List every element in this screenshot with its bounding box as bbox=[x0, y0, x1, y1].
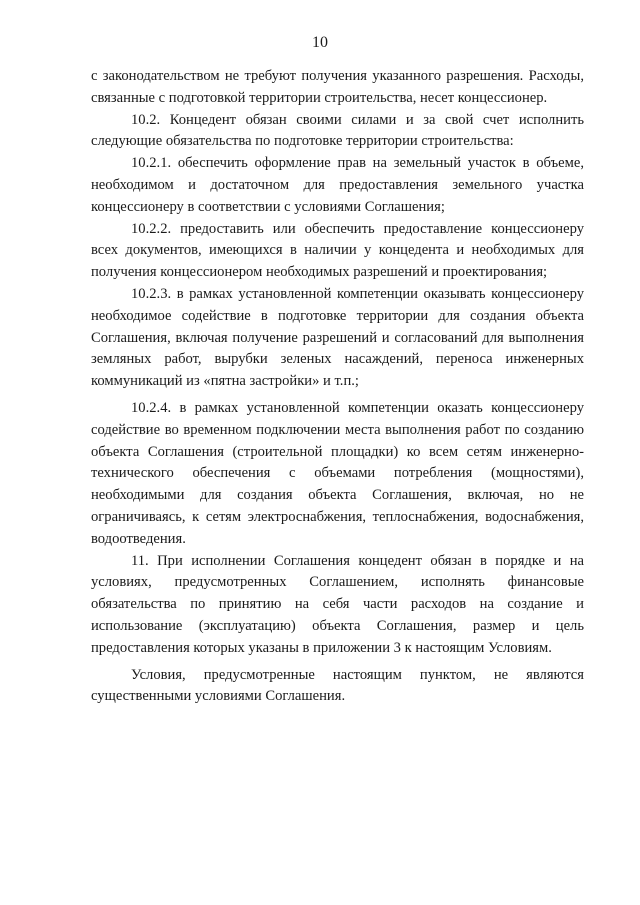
paragraph-conditions-note: Условия, предусмотренные настоящим пунктом, не являются существенными условиями Соглашения. bbox=[91, 666, 584, 705]
paragraph-10-2: 10.2. Концедент обязан своими силами и за свой счет исполнить следующие обязательства по подготовке территории строительства: bbox=[91, 111, 584, 150]
paragraph-10-2-1: 10.2.1. обеспечить оформление прав на земельный участок в объеме, необходимом и достаточном для предоставления земельного участка концессионеру в соответствии с условиями Соглашения; bbox=[91, 155, 584, 215]
document-body bbox=[91, 66, 584, 708]
paragraph-continuation: с законодательством не требуют получения указанного разрешения. Расходы, связанные с подготовкой территории строительства, несет концессионер. bbox=[91, 68, 584, 106]
paragraph-10-2-2: 10.2.2. предоставить или обеспечить предоставление концессионеру всех документов, имеющихся в наличии у концедента и необходимых для получения концессионером необходимых разрешений и проектирования; bbox=[91, 220, 584, 281]
paragraph-10-2-3: 10.2.3. в рамках установленной компетенции оказывать концессионеру необходимое содействие в подготовке территории для создания объекта Соглашения, включая получение разрешений и согласований для выполнения земляных работ, вырубки зеленых насаждений, переноса инженерных коммуникаций из «пятна застройки» и т.п.; bbox=[91, 285, 584, 390]
paragraph-11: 11. При исполнении Соглашения концедент обязан в порядке и на условиях, предусмотренных Соглашением, исполнять финансовые обязательства по принятию на себя части расходов на создание и использование (эксплуатацию) объекта Соглашения, размер и цель предоставления которых указаны в приложении 3 к настоящим Условиям. bbox=[91, 552, 584, 656]
paragraph-10-2-4: 10.2.4. в рамках установленной компетенции оказать концессионеру содействие во временном подключении места выполнения работ по созданию объекта Соглашения (строительной площадки) ко всем сетям инженерно-технического обеспечения с объемами потребления (мощностями), необходимыми для создания объекта Соглашения, включая, но не ограничиваясь, к сетям электроснабжения, теплоснабжения, водоснабжения, водоотведения. bbox=[91, 399, 584, 547]
page-number: 10 bbox=[312, 34, 328, 51]
